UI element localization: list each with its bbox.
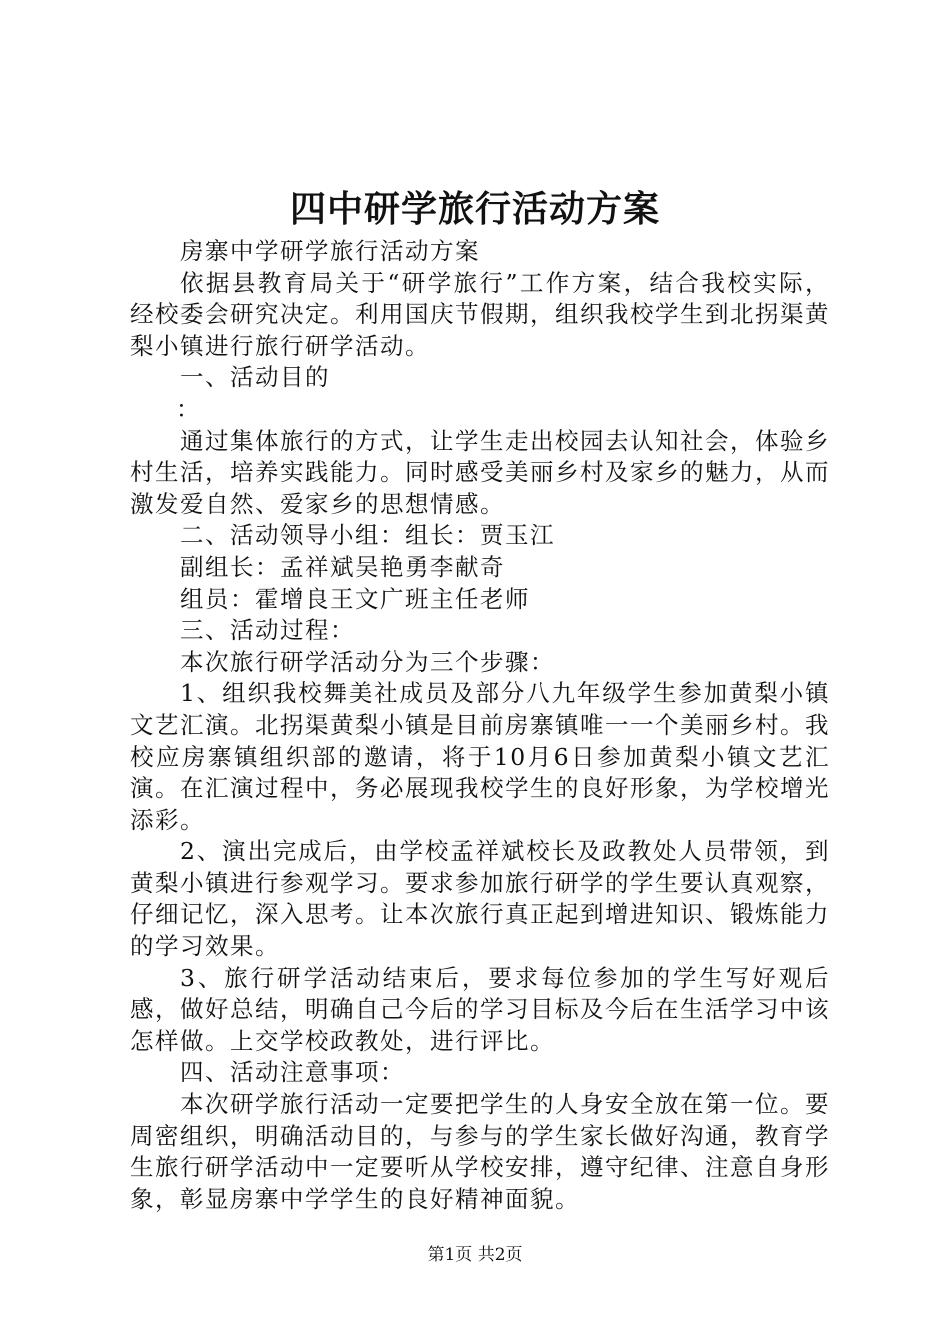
paragraph-intro: 依据县教育局关于“研学旅行”工作方案，结合我校实际，经校委会研究决定。利用国庆节假期，组织我校学生到北拐渠黄梨小镇进行旅行研学活动。 <box>130 268 830 360</box>
paragraph-subtitle: 房寨中学研学旅行活动方案 <box>180 237 480 265</box>
paragraph-step-2: 2、演出完成后，由学校孟祥斌校长及政教处人员带领，到黄梨小镇进行参观学习。要求参加旅行研学的学生要认真观察，仔细记忆，深入思考。让本次旅行真正起到增进知识、锻炼能力的学习效果。 <box>130 837 830 961</box>
paragraph-step-1: 1、组织我校舞美社成员及部分八九年级学生参加黄梨小镇文艺汇演。北拐渠黄梨小镇是目前房寨镇唯一一个美丽乡村。我校应房寨镇组织部的邀请，将于10月6日参加黄梨小镇文艺汇演。在汇演过程中，务必展现我校学生的良好形象，为学校增光添彩。 <box>130 679 830 834</box>
section-heading-leadership: 二、活动领导小组：组长：贾玉江 <box>180 521 555 550</box>
document-body <box>130 236 830 1215</box>
section-heading-notes: 四、活动注意事项： <box>180 1058 405 1087</box>
page-footer: 第1页 共2页 <box>427 1245 523 1265</box>
paragraph-step-3: 3、旅行研学活动结束后，要求每位参加的学生写好观后感，做好总结，明确自己今后的学习目标及今后在生活学习中该怎样做。上交学校政教处，进行评比。 <box>130 963 830 1055</box>
paragraph-colon: ： <box>176 394 201 423</box>
paragraph-steps-intro: 本次旅行研学活动分为三个步骤： <box>180 647 555 676</box>
section-heading-purpose: 一、活动目的 <box>180 363 330 392</box>
paragraph-members: 组员：霍增良王文广班主任老师 <box>180 584 530 613</box>
section-heading-process: 三、活动过程： <box>180 616 355 645</box>
paragraph-deputy-leaders: 副组长：孟祥斌吴艳勇李献奇 <box>180 552 505 581</box>
paragraph-notes: 本次研学旅行活动一定要把学生的人身安全放在第一位。要周密组织，明确活动目的，与参与的学生家长做好沟通，教育学生旅行研学活动中一定要听从学校安排，遵守纪律、注意自身形象，彰显房寨中学学生的良好精神面貌。 <box>130 1090 830 1213</box>
document-title: 四中研学旅行活动方案 <box>289 188 660 230</box>
paragraph-purpose: 通过集体旅行的方式，让学生走出校园去认知社会，体验乡村生活，培养实践能力。同时感受美丽乡村及家乡的魅力，从而激发爱自然、爱家乡的思想情感。 <box>130 426 830 518</box>
